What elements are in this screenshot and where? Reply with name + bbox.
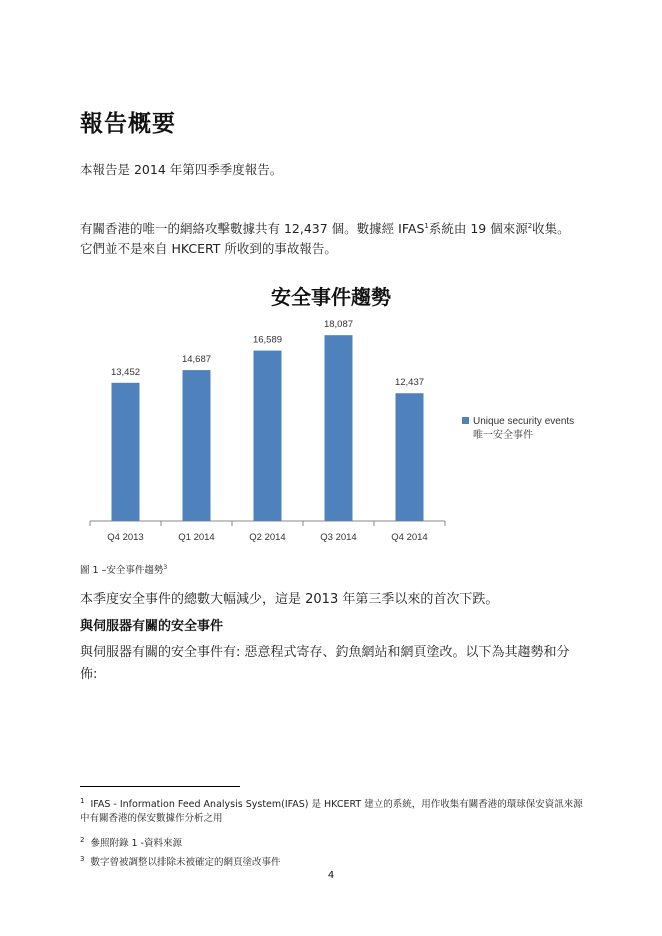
x-tick-label: Q2 2014: [249, 532, 286, 543]
legend-label: Unique security events: [473, 416, 575, 427]
footnote-text: IFAS - Information Feed Analysis System(IFAS) 是 HKCERT 建立的系統，用作收集有關香港的環球保安資訊來源中有關香港的保安數據作分析之用: [80, 799, 583, 825]
intro-paragraph: 本報告是 2014 年第四季季度報告。: [80, 162, 283, 177]
chart-title: 安全事件趨勢: [271, 285, 391, 309]
figure-caption: [80, 562, 167, 576]
x-tick-label: Q4 2014: [391, 532, 428, 543]
server-section-text: 與伺服器有關的安全事件有: 惡意程式寄存、釣魚網站和網頁塗改。以下為其趨勢和分佈:: [80, 645, 570, 682]
bar-q2-2014: [254, 351, 282, 521]
footnote-number: 3: [80, 855, 85, 863]
data-label: 16,589: [252, 334, 283, 346]
footnote-number: 2: [80, 836, 85, 844]
footnote-text: 參照附錄 1 -資料來源: [90, 838, 182, 850]
footnote-ref-2: 2: [527, 221, 533, 230]
footnote-2: [80, 833, 590, 851]
figure-caption-text: 圖 1 –安全事件趨勢: [80, 565, 164, 576]
bar-chart: [80, 312, 600, 552]
footnote-number: 1: [80, 797, 85, 805]
data-label: 14,687: [181, 354, 212, 366]
x-tick-label: Q1 2014: [178, 532, 215, 543]
legend-label-zh: 唯一安全事件: [473, 430, 533, 441]
footnote-1: [80, 794, 590, 826]
x-tick-label: Q3 2014: [320, 532, 357, 543]
summary-text-part1: 有關香港的唯一的網絡攻擊數據共有 12,437 個。數據經 IFAS: [80, 221, 425, 236]
server-section-heading: 與伺服器有關的安全事件: [80, 619, 224, 634]
decline-note: 本季度安全事件的總數大幅減少，這是 2013 年第三季以來的首次下跌。: [80, 592, 499, 607]
legend-swatch: [462, 417, 469, 424]
summary-paragraph: [80, 219, 570, 259]
data-label: 18,087: [323, 319, 354, 331]
footnote-3: [80, 852, 590, 870]
bar-q3-2014: [325, 335, 353, 521]
bar-q4-2014: [396, 393, 424, 521]
footnote-text: 數字曾被調整以排除未被確定的網頁塗改事件: [90, 857, 281, 869]
bar-q1-2014: [183, 370, 211, 521]
page-heading: 報告概要: [80, 111, 176, 137]
page-number: 4: [327, 870, 335, 881]
x-tick-label: Q4 2013: [107, 532, 144, 543]
data-label: 12,437: [394, 377, 425, 389]
summary-text-line2: 它們並不是來自 HKCERT 所收到的事故報告。: [80, 241, 337, 256]
data-label: 13,452: [110, 366, 141, 378]
footnote-ref-3: 3: [163, 563, 168, 571]
bar-q4-2013: [112, 383, 140, 521]
summary-text-part2: 系統由 19 個來源: [428, 221, 528, 236]
footnote-ref-1: 1: [424, 221, 429, 230]
summary-text-part3: 收集。: [532, 221, 570, 236]
footnote-divider: [80, 786, 240, 787]
